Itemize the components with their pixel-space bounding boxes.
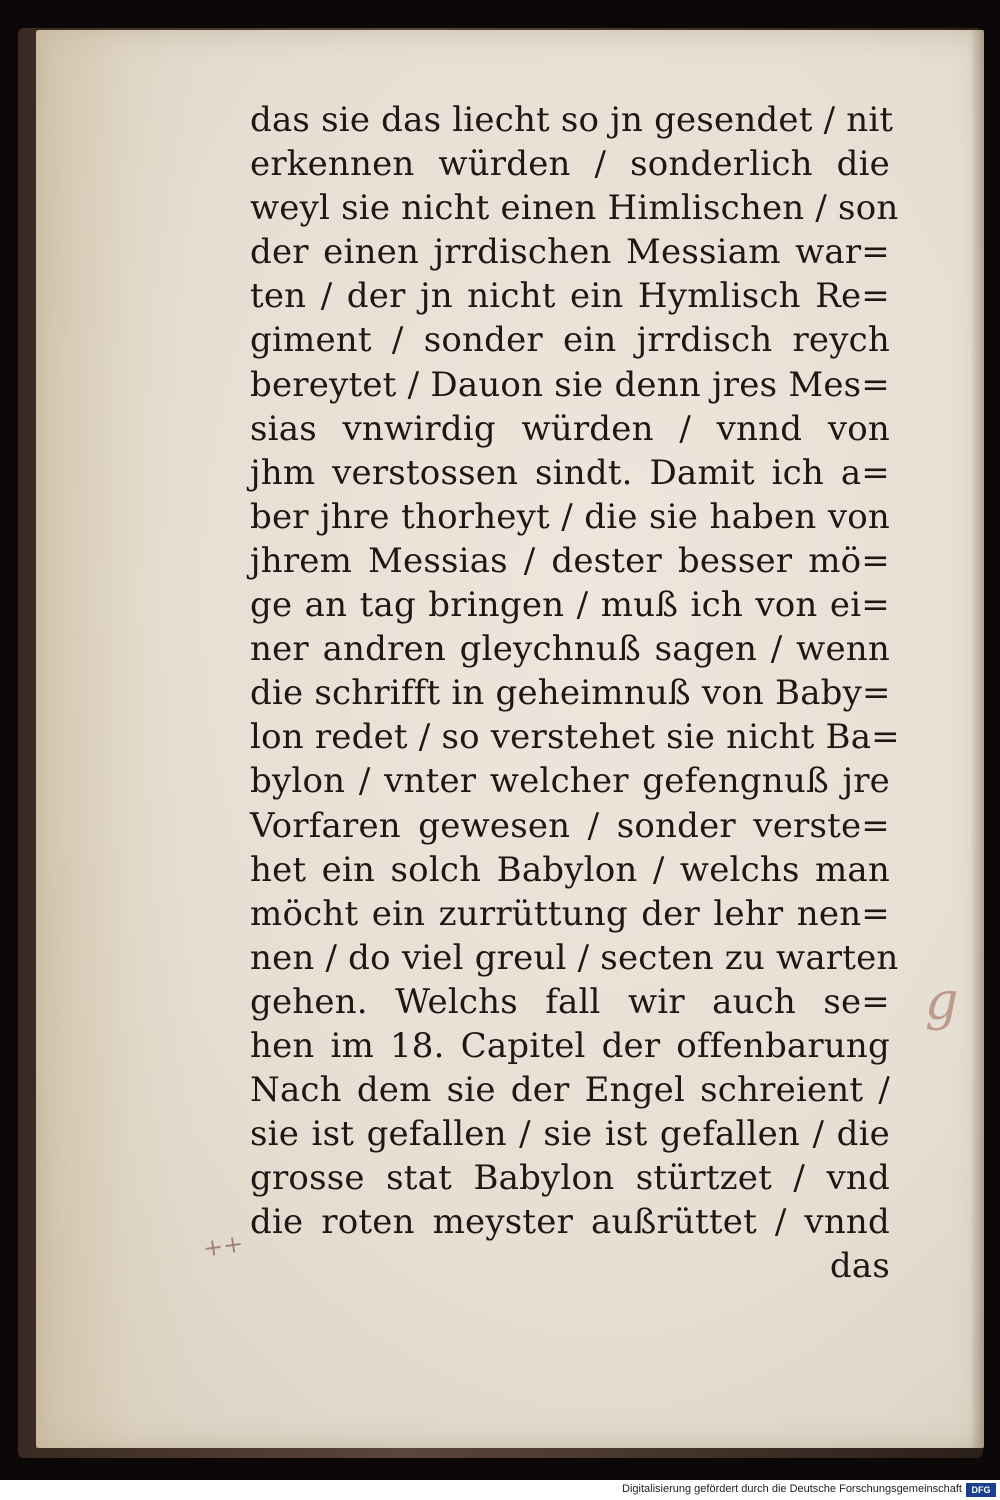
text-line: jhrem Messias / dester besser mö= bbox=[250, 540, 890, 581]
text-block bbox=[250, 98, 900, 1289]
text-line: erkennen würden / sonderlich die bbox=[250, 144, 890, 185]
page-fold-shading bbox=[36, 30, 196, 1448]
text-line: die roten meyster außrüttet / vnnd bbox=[250, 1202, 890, 1243]
text-line: ber jhre thorheyt / die sie haben von bbox=[250, 496, 890, 537]
dfg-logo: DFG bbox=[966, 1483, 996, 1497]
text-line: hen im 18. Capitel der offenbarung bbox=[250, 1025, 890, 1066]
text-line: bereytet / Dauon sie denn jres Mes= bbox=[250, 364, 890, 405]
margin-note: g bbox=[925, 972, 959, 1032]
footer-bar bbox=[0, 1480, 1000, 1500]
text-line: Nach dem sie der Engel schreient / bbox=[250, 1070, 890, 1111]
text-line: bylon / vnter welcher gefengnuß jre bbox=[250, 761, 890, 802]
text-line: ten / der jn nicht ein Hymlisch Re= bbox=[250, 276, 890, 317]
catchword: das bbox=[829, 1246, 890, 1287]
text-line: Vorfaren gewesen / sonder verste= bbox=[250, 805, 890, 846]
margin-mark: ++ bbox=[201, 1229, 245, 1263]
text-line: het ein solch Babylon / welchs man bbox=[250, 849, 890, 890]
text-line: das sie das liecht so jn gesendet / nit bbox=[250, 100, 894, 140]
text-line: giment / sonder ein jrrdisch reych bbox=[250, 320, 890, 361]
text-line: nen / do viel greul / secten zu warten bbox=[250, 937, 899, 978]
text-line: jhm verstossen sindt. Damit ich a= bbox=[250, 452, 890, 493]
text-line: ner andren gleychnuß sagen / wenn bbox=[250, 629, 890, 670]
footer-credit: Digitalisierung gefördert durch die Deutsche Forschungsgemeinschaft bbox=[622, 1483, 962, 1495]
page-right-edge bbox=[970, 30, 984, 1448]
text-line: weyl sie nicht einen Himlischen / son bbox=[250, 188, 899, 229]
text-line: gehen. Welchs fall wir auch se= bbox=[250, 981, 890, 1022]
text-line: lon redet / so verstehet sie nicht Ba= bbox=[250, 717, 900, 758]
text-line: die schrifft in geheimnuß von Baby= bbox=[250, 673, 891, 714]
text-line: grosse stat Babylon stürtzet / vnd bbox=[250, 1158, 890, 1199]
text-line: möcht ein zurrüttung der lehr nen= bbox=[250, 893, 890, 934]
text-line: sie ist gefallen / sie ist gefallen / die bbox=[250, 1114, 890, 1155]
text-line: sias vnwirdig würden / vnnd von bbox=[250, 408, 890, 449]
text-line: ge an tag bringen / muß ich von ei= bbox=[250, 585, 890, 626]
text-line: der einen jrrdischen Messiam war= bbox=[250, 232, 890, 273]
